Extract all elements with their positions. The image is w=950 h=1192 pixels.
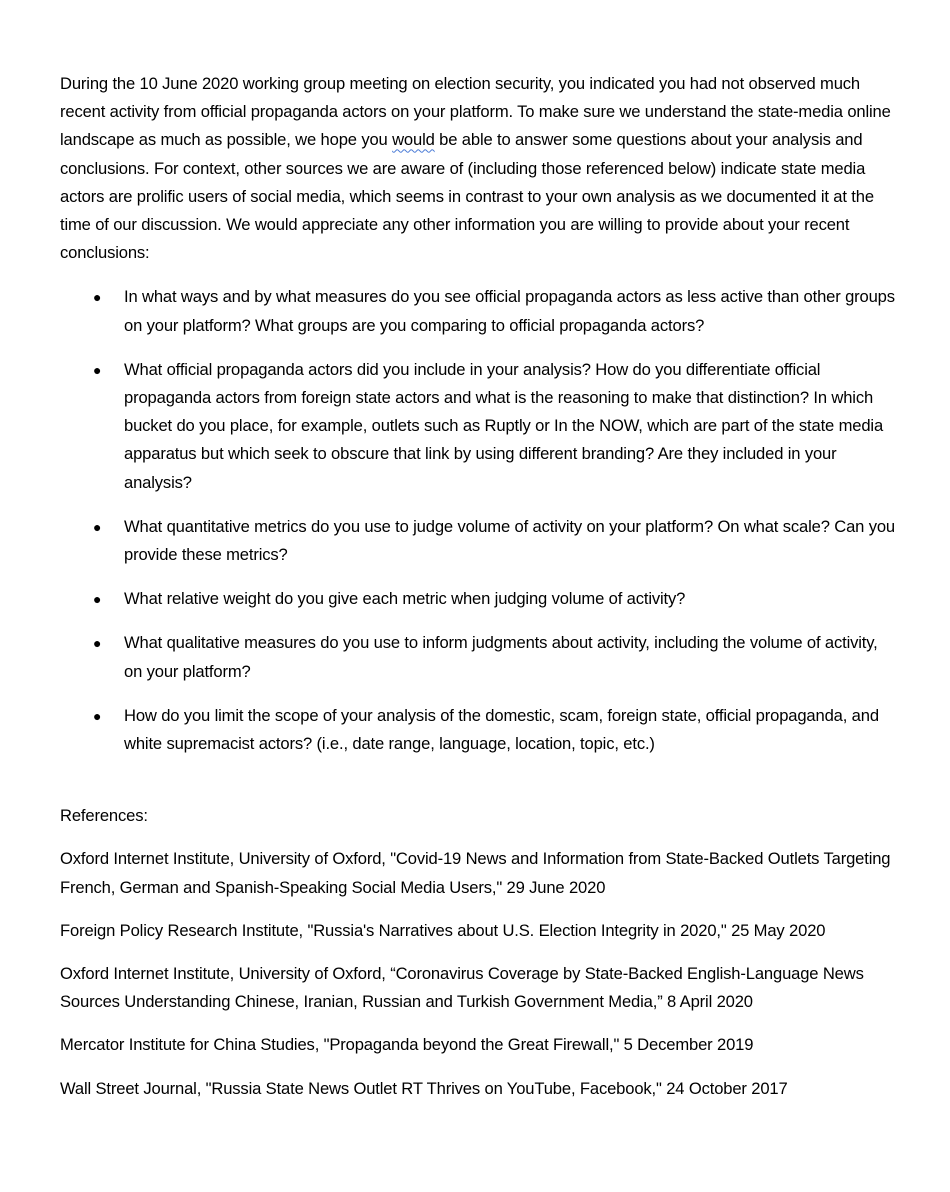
bullet-icon: ● <box>93 361 102 378</box>
bullet-icon: ● <box>93 591 102 608</box>
question-text: What official propaganda actors did you include in your analysis? How do you differentiate official propaganda actors from foreign state actors and what is the reasoning to make that distinction? In which bucket do you place, for example, outlets such as Ruptly or In the NOW, which are part of the state media apparatus but which seek to obscure that link by using different branding? Are they included in your analysis? <box>124 359 884 492</box>
intro-text-end: be able to answer some questions about your analysis and conclusions. For context, other sources we are aware of (including those referenced below) indicate state media actors are prolific users of social media, which seems in contrast to your own analysis as we documented it at the time of our discussion. We would appreciate any other information you are willing to provide about your recent conclusions: <box>60 130 874 263</box>
intro-paragraph <box>60 70 895 267</box>
question-text: What qualitative measures do you use to inform judgments about activity, including the volume of activity, on your platform? <box>124 633 878 681</box>
bullet-icon: ● <box>93 707 102 724</box>
bullet-icon: ● <box>93 635 102 652</box>
reference-item: Mercator Institute for China Studies, "Propaganda beyond the Great Firewall," 5 December 2019 <box>60 1035 754 1055</box>
references-heading: References: <box>60 806 148 826</box>
question-item <box>60 702 895 758</box>
question-text: What relative weight do you give each metric when judging volume of activity? <box>124 589 686 609</box>
reference-item: Oxford Internet Institute, University of Oxford, “Coronavirus Coverage by State-Backed English-Language News Sources Understanding Chinese, Iranian, Russian and Turkish Government Media,” 8 April 2020 <box>60 964 864 1012</box>
bullet-icon: ● <box>93 518 102 535</box>
question-item <box>60 356 895 497</box>
bullet-icon: ● <box>93 289 102 306</box>
reference-item: Oxford Internet Institute, University of Oxford, "Covid-19 News and Information from State-Backed Outlets Targeting French, German and Spanish-Speaking Social Media Users," 29 June 2020 <box>60 849 891 897</box>
spellcheck-flagged-word[interactable]: would <box>392 130 435 150</box>
question-text: How do you limit the scope of your analysis of the domestic, scam, foreign state, official propaganda, and white supremacist actors? (i.e., date range, language, location, topic, etc.) <box>124 705 879 754</box>
questions-list <box>60 283 895 758</box>
intro-text-start: During the 10 June 2020 working group meeting on election security, you indicated you had not observed much recent activity from official propaganda actors on your platform. To make sure we understand the state-media online landscape as much as possible, we hope you <box>60 74 891 150</box>
reference-item: Wall Street Journal, "Russia State News Outlet RT Thrives on YouTube, Facebook," 24 October 2017 <box>60 1078 788 1098</box>
question-text: What quantitative metrics do you use to judge volume of activity on your platform? On what scale? Can you provide these metrics? <box>124 516 896 565</box>
question-item <box>60 629 895 685</box>
question-item <box>60 283 895 339</box>
reference-item: Foreign Policy Research Institute, "Russia's Narratives about U.S. Election Integrity in 2020," 25 May 2020 <box>60 920 826 940</box>
question-text: In what ways and by what measures do you see official propaganda actors as less active than other groups on your platform? What groups are you comparing to official propaganda actors? <box>124 287 895 335</box>
document-page <box>60 70 895 1118</box>
question-item <box>60 585 895 613</box>
question-item <box>60 513 895 569</box>
